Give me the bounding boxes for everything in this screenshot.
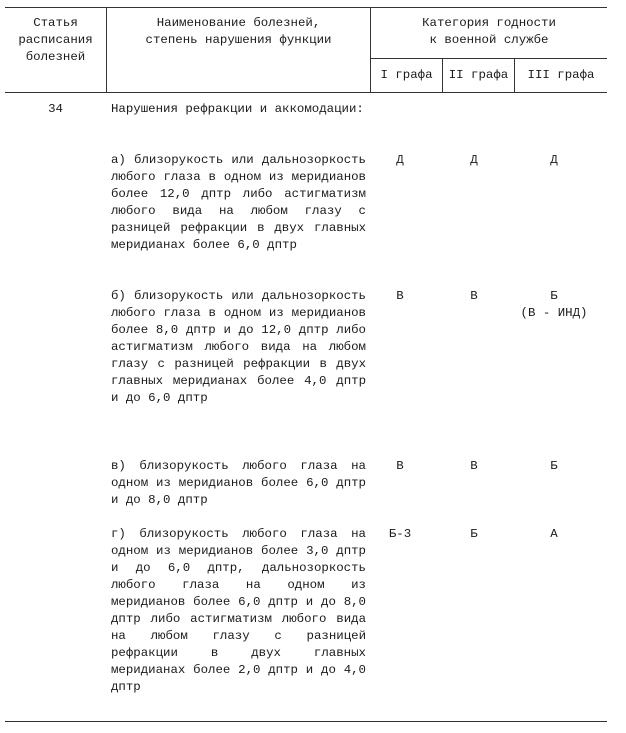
item-v-grafa-1: В — [396, 459, 404, 473]
item-b-text: б) близорукость или дальнозоркость любого глаза в одном из меридианов более 8,0 дптр и до 12,0 дптр либо астигматизм любого вида на любом глазу с разницей рефракции в двух главных меридианах более 4,0 дптр и до 6,0 дптр — [111, 289, 366, 405]
item-a-text: а) близорукость или дальнозоркость любого глаза в одном из меридианов более 12,0 дптр либо астигматизм любого вида на любом глазу с разницей рефракции в двух главных меридианах более 6,0 дптр — [111, 153, 366, 252]
item-b-grafa-1: В — [396, 289, 404, 303]
header-article-line-1: Статья — [33, 16, 78, 30]
header-category — [371, 15, 607, 49]
item-g-text: г) близорукость любого глаза на одном из меридианов более 3,0 дптр и до 6,0 дптр, дальнозоркость любого глаза на одном из меридианов более 6,0 дптр и до 8,0 дптр либо астигматизм любого вида на любом глазу с разницей рефракции в двух главных меридианах более 2,0 дптр и до 4,0 дптр — [111, 527, 366, 694]
header-bottom-border — [5, 92, 607, 93]
header-article-line-2: расписания — [18, 33, 93, 47]
item-b-grafa-2: В — [470, 289, 478, 303]
header-grafa-2: II графа — [448, 68, 509, 82]
grafa-top-border — [370, 58, 607, 59]
item-a-grafa-3: Д — [550, 153, 558, 167]
item-b-grafa-3-note: (В - ИНД) — [520, 306, 588, 320]
header-grafa-3: III графа — [527, 68, 595, 82]
header-article — [5, 15, 106, 66]
header-disease-line-1: Наименование болезней, — [156, 16, 321, 30]
item-b-grafa-3-main: Б — [550, 289, 558, 303]
item-v-text: в) близорукость любого глаза на одном из меридианов более 6,0 дптр и до 8,0 дптр — [111, 459, 366, 507]
header-category-line-2: к военной службе — [429, 33, 549, 47]
header-disease-line-2: степень нарушения функции — [145, 33, 332, 47]
item-a-grafa-1: Д — [396, 153, 404, 167]
item-g-grafa-3: А — [550, 527, 558, 541]
item-b-grafa-3 — [515, 288, 593, 322]
item-v-grafa-3: Б — [550, 459, 558, 473]
table-bottom-border — [5, 721, 607, 722]
item-a-grafa-2: Д — [470, 153, 478, 167]
header-article-line-3: болезней — [25, 50, 86, 64]
header-category-line-1: Категория годности — [422, 16, 556, 30]
header-grafa-1: I графа — [380, 68, 433, 82]
item-g-grafa-1: Б-3 — [388, 527, 412, 541]
section-title: Нарушения рефракции и аккомодации: — [111, 102, 364, 116]
item-v-grafa-2: В — [470, 459, 478, 473]
table-top-border — [5, 7, 607, 8]
article-number: 34 — [48, 102, 63, 116]
header-disease-name — [107, 15, 370, 49]
item-g-grafa-2: Б — [470, 527, 478, 541]
